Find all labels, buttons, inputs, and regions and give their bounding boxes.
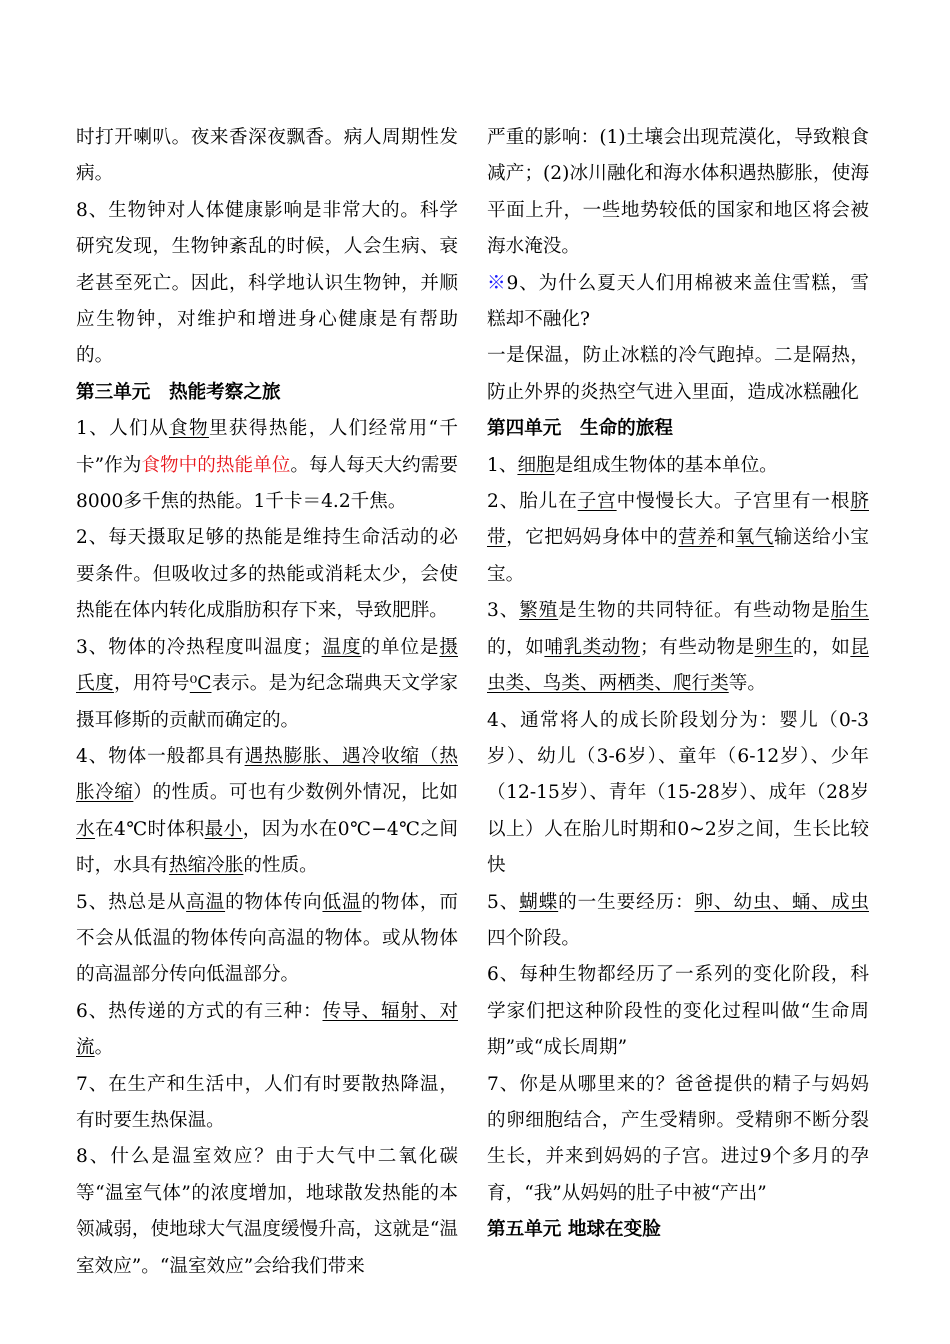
underlined-term: 传导、辐射、对流 — [76, 1000, 458, 1059]
item-4: 4、通常将人的成长阶段划分为：婴儿（0-3岁）、幼儿（3-6岁）、童年（6-12岁）、少年（12-15岁）、青年（15-28岁）、成年（28岁以上）人在胎儿时期和0~2岁之间，生长比较快 — [487, 709, 869, 877]
underlined-term: 最小 — [204, 818, 243, 840]
underlined-term: 卵、幼虫、蛹、成虫 — [694, 891, 869, 913]
underlined-term: 昆虫类、鸟类、两栖类、爬行类 — [487, 636, 869, 695]
item-1: 1、人们从食物里获得热能，人们经常用“千卡”作为食物中的热能单位。每人每天大约需要8000多千焦的热能。1千卡＝4.2千焦。 — [76, 418, 458, 513]
underlined-term: 营养 — [678, 527, 717, 549]
underlined-term: 温度 — [321, 636, 362, 658]
underlined-term: 高温 — [186, 891, 226, 913]
underlined-term: 卵生 — [754, 636, 793, 658]
item-2: 2、每天摄取足够的热能是维持生命活动的必要条件。但吸收过多的热能或消耗太少，会使热能在体内转化成脂肪积存下来，导致肥胖。 — [76, 527, 458, 622]
paragraph-continued: 时打开喇叭。夜来香深夜飘香。病人周期性发病。 — [76, 127, 458, 185]
underlined-term: 子宫 — [577, 491, 617, 513]
underlined-term: ⁰C — [189, 673, 212, 695]
underlined-term: 繁殖 — [519, 600, 559, 622]
item-8: 8、什么是温室效应？由于大气中二氧化碳等“温室气体”的浓度增加，地球散发热能的本领减弱，使地球大气温度缓慢升高，这就是“温室效应”。“温室效应”会给我们带来 — [76, 1146, 458, 1277]
underlined-term: 摄氏度 — [76, 636, 458, 695]
section-heading-unit5: 第五单元 地球在变脸 — [487, 1219, 661, 1241]
paragraph-biological-clock: 8、生物钟对人体健康影响是非常大的。科学研究发现，生物钟紊乱的时候，人会生病、衰老甚至死亡。因此，科学地认识生物钟，并顺应生物钟，对维护和增进身心健康是有帮助的。 — [76, 199, 458, 367]
item-4: 4、物体一般都具有遇热膨胀、遇冷收缩（热胀冷缩）的性质。可也有少数例外情况，比如水在4℃时体积最小，因为水在0℃−4℃之间时，水具有热缩冷胀的性质。 — [76, 745, 458, 877]
underlined-term: 蝴蝶 — [519, 891, 559, 913]
item-3: 3、繁殖是生物的共同特征。有些动物是胎生的，如哺乳类动物；有些动物是卵生的，如昆虫类、鸟类、两栖类、爬行类等。 — [487, 600, 869, 695]
right-column — [487, 120, 869, 1249]
item-9-question: ※9、为什么夏天人们用棉被来盖住雪糕，雪糕却不融化? — [487, 272, 869, 331]
underlined-term: 食物 — [169, 418, 209, 440]
underlined-term: 脐带 — [487, 491, 869, 549]
item-3: 3、物体的冷热程度叫温度；温度的单位是摄氏度，用符号⁰C表示。是为纪念瑞典天文学家摄耳修斯的贡献而确定的。 — [76, 636, 458, 731]
underlined-term: 低温 — [322, 891, 362, 913]
item-6: 6、每种生物都经历了一系列的变化阶段，科学家们把这种阶段性的变化过程叫做“生命周期”或“成长周期” — [487, 964, 869, 1059]
item-9-answer: 一是保温，防止冰糕的冷气跑掉。二是隔热，防止外界的炎热空气进入里面，造成冰糕融化 — [487, 345, 869, 403]
underlined-term: 胎生 — [830, 600, 869, 622]
underlined-term: 热缩冷胀 — [168, 855, 244, 877]
highlighted-term: 食物中的热能单位 — [141, 454, 291, 476]
item-7: 7、在生产和生活中，人们有时要散热降温，有时要生热保温。 — [76, 1073, 458, 1131]
section-heading-unit3: 第三单元 热能考察之旅 — [76, 381, 281, 403]
item-6: 6、热传递的方式的有三种：传导、辐射、对流。 — [76, 1000, 458, 1059]
underlined-term: 哺乳类动物 — [544, 636, 640, 658]
paragraph-greenhouse-effects: 严重的影响：(1)土壤会出现荒漠化，导致粮食减产；(2)冰川融化和海水体积遇热膨胀，使海平面上升，一些地势较低的国家和地区将会被海水淹没。 — [487, 127, 869, 258]
item-1: 1、细胞是组成生物体的基本单位。 — [487, 454, 778, 476]
underlined-term: 水 — [76, 818, 96, 840]
left-column — [76, 120, 458, 1285]
item-7: 7、你是从哪里来的？爸爸提供的精子与妈妈的卵细胞结合，产生受精卵。受精卵不断分裂生长，并来到妈妈的子宫。进过9个多月的孕育，“我”从妈妈的肚子中被“产出” — [487, 1073, 869, 1204]
underlined-term: 氧气 — [735, 527, 774, 549]
underlined-term: 遇热膨胀、遇冷收缩（热胀冷缩 — [76, 745, 458, 804]
item-5: 5、热总是从高温的物体传向低温的物体，而不会从低温的物体传向高温的物体。或从物体的高温部分传向低温部分。 — [76, 891, 458, 986]
item-5: 5、蝴蝶的一生要经历：卵、幼虫、蛹、成虫四个阶段。 — [487, 891, 869, 949]
section-heading-unit4: 第四单元 生命的旅程 — [487, 418, 673, 440]
underlined-term: 细胞 — [517, 454, 555, 476]
reference-mark-icon: ※ — [487, 272, 507, 294]
item-2: 2、胎儿在子宫中慢慢长大。子宫里有一根脐带，它把妈妈身体中的营养和氧气输送给小宝宝。 — [487, 491, 869, 585]
